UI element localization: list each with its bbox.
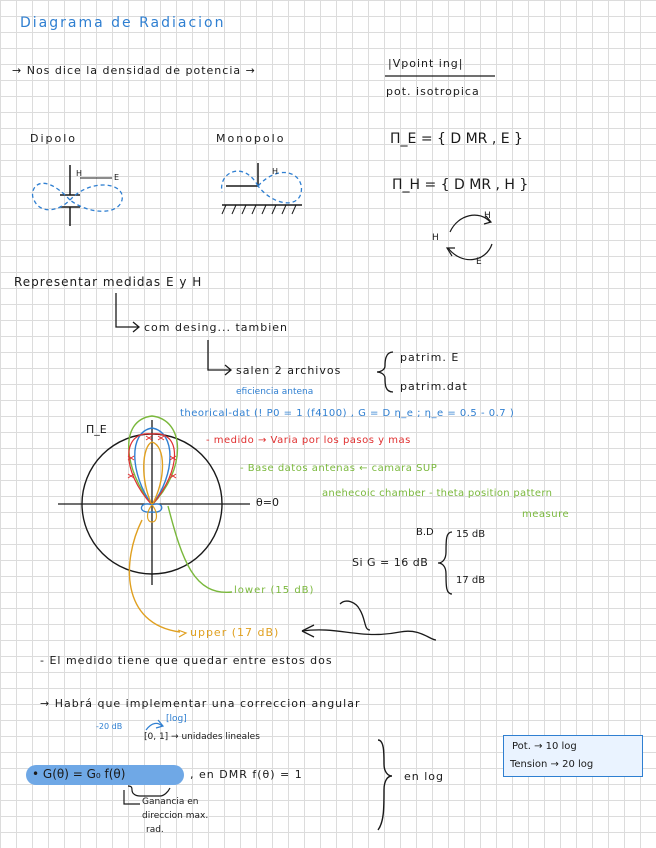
polar-pi-label: Π_E	[86, 423, 107, 436]
box-tension-line: Tension → 20 log	[510, 759, 594, 770]
anechoic-line: anehecoic chamber - theta position pattern	[322, 488, 553, 499]
branch-files: salen 2 archivos	[236, 364, 342, 377]
pi-h-equation: Π_H = { D MR , H }	[392, 177, 529, 193]
ganancia-brace	[128, 786, 170, 796]
bd-label: B.D	[416, 527, 434, 538]
theorical-line: theorical-dat (! P0 = 1 (f4100) , G = D η_e ; η_e = 0.5 - 0.7 )	[180, 408, 515, 419]
correction-arrows	[146, 720, 163, 730]
density-line: → Nos dice la densidad de potencia →	[12, 64, 256, 77]
page-title: Diagrama de Radiacion	[20, 15, 226, 31]
branch-arrows	[116, 293, 393, 392]
file-patrim-e: patrim. E	[400, 351, 460, 364]
branch-design: com desing... tambien	[144, 321, 289, 334]
upper-label: upper (17 dB)	[190, 626, 280, 639]
db-brace	[438, 532, 452, 594]
dipolo-e-label: E	[114, 173, 120, 182]
fraction-numerator: |Vpoint ing|	[388, 57, 464, 70]
cycle-e-label: E	[476, 257, 482, 267]
upper-squiggle	[302, 625, 436, 640]
fraction-denominator: pot. isotropica	[386, 85, 480, 98]
eficiencia-note: eficiencia antena	[236, 387, 314, 397]
file-patrim-dat: patrim.dat	[400, 380, 468, 393]
monopolo-h-label: H	[272, 167, 279, 176]
pi-e-equation: Π_E = { D MR , E }	[390, 131, 523, 147]
dipolo-h-label: H	[76, 169, 83, 178]
polar-plot	[58, 416, 250, 637]
si-g-label: Si G = 16 dB	[352, 556, 429, 569]
theta-zero-label: θ=0	[256, 496, 279, 509]
eh-cycle-diagram	[447, 215, 492, 260]
en-dmr-note: , en DMR f(θ) = 1	[190, 768, 303, 781]
log-rules-box	[503, 735, 643, 777]
monopole-sketch	[222, 163, 302, 214]
en-log-brace	[378, 740, 392, 830]
log-note: [log]	[166, 714, 187, 724]
lower-label: lower (15 dB)	[234, 585, 315, 596]
el-medido-line: - El medido tiene que quedar entre estos dos	[40, 654, 333, 667]
habra-line: → Habrá que implementar una correccion angular	[40, 697, 361, 710]
unit-range-note: [0, 1] → unidades lineales	[144, 732, 260, 742]
ganancia-line-3: rad.	[146, 825, 164, 835]
minus-20db-note: -20 dB	[96, 722, 123, 731]
dipolo-label: Dipolo	[30, 132, 78, 145]
lower-squiggle	[340, 601, 370, 630]
cycle-h2-label: H	[432, 233, 439, 243]
measure-line: measure	[522, 509, 570, 520]
ganancia-line-1: Ganancia en	[142, 797, 199, 807]
box-pot-line: Pot. → 10 log	[512, 741, 577, 752]
ganancia-line-2: direccion max.	[142, 811, 209, 821]
base-datos-line: - Base datos antenas ← camara SUP	[240, 463, 438, 474]
cycle-h-label: H	[484, 211, 491, 221]
gain-formula: • G(θ) = G₀ f(θ)	[32, 767, 126, 781]
medido-line: - medido → Varia por los pasos y mas	[206, 435, 411, 446]
representar-line: Representar medidas E y H	[14, 275, 203, 289]
monopolo-label: Monopolo	[216, 132, 286, 145]
db-17: 17 dB	[456, 575, 486, 586]
db-15: 15 dB	[456, 529, 486, 540]
en-log-note: en log	[404, 770, 445, 783]
